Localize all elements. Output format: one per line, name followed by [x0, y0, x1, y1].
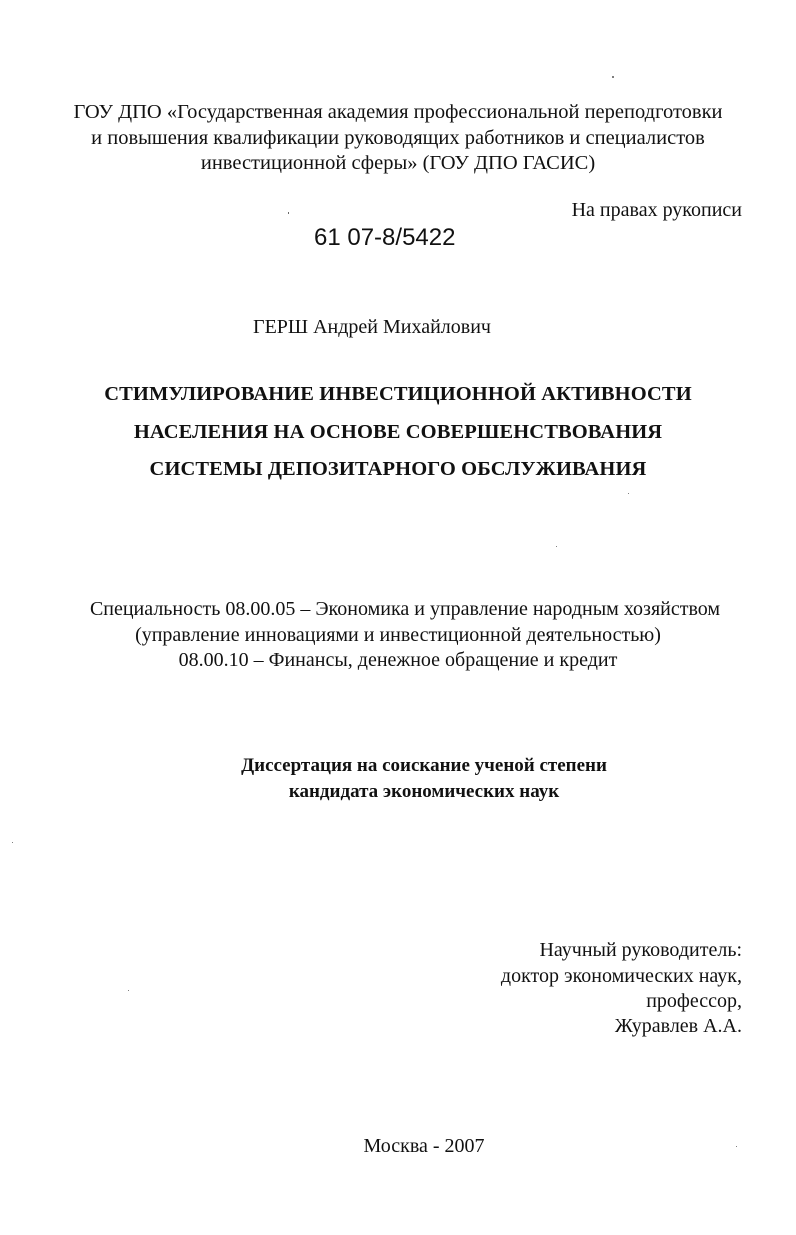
scan-speck: [736, 1146, 737, 1147]
title-line-1: СТИМУЛИРОВАНИЕ ИНВЕСТИЦИОННОЙ АКТИВНОСТИ: [104, 383, 692, 405]
supervisor-rank: профессор,: [646, 990, 742, 1012]
author-name: ГЕРШ Андрей Михайлович: [253, 316, 491, 338]
supervisor-name: Журавлев А.А.: [614, 1015, 742, 1037]
scan-speck: [12, 842, 13, 843]
specialty-line-1: Специальность 08.00.05 – Экономика и управление народным хозяйством: [89, 598, 721, 620]
supervisor-degree: доктор экономических наук,: [500, 965, 742, 987]
degree-line-2: кандидата экономических наук: [288, 781, 560, 802]
institution-line-2: и повышения квалификации руководящих работников и специалистов: [91, 127, 705, 149]
title-line-3: СИСТЕМЫ ДЕПОЗИТАРНОГО ОБСЛУЖИВАНИЯ: [149, 458, 647, 480]
manuscript-note: На правах рукописи: [571, 199, 742, 221]
library-stamp-number: 61 07-8/5422: [314, 224, 456, 251]
scan-speck: [128, 990, 129, 991]
scan-speck: [612, 76, 614, 78]
institution-line-3: инвестиционной сферы» (ГОУ ДПО ГАСИС): [200, 152, 596, 174]
scan-speck: [556, 546, 557, 547]
degree-line-1: Диссертация на соискание ученой степени: [241, 755, 607, 776]
city-year: Москва - 2007: [363, 1135, 485, 1157]
supervisor-label: Научный руководитель:: [539, 939, 742, 961]
scan-speck: [288, 212, 289, 214]
institution-line-1: ГОУ ДПО «Государственная академия профессиональной переподготовки: [73, 101, 723, 123]
specialty-line-3: 08.00.10 – Финансы, денежное обращение и кредит: [178, 649, 618, 671]
scan-speck: [628, 493, 629, 494]
specialty-line-2: (управление инновациями и инвестиционной деятельностью): [135, 624, 661, 646]
title-line-2: НАСЕЛЕНИЯ НА ОСНОВЕ СОВЕРШЕНСТВОВАНИЯ: [133, 421, 663, 443]
